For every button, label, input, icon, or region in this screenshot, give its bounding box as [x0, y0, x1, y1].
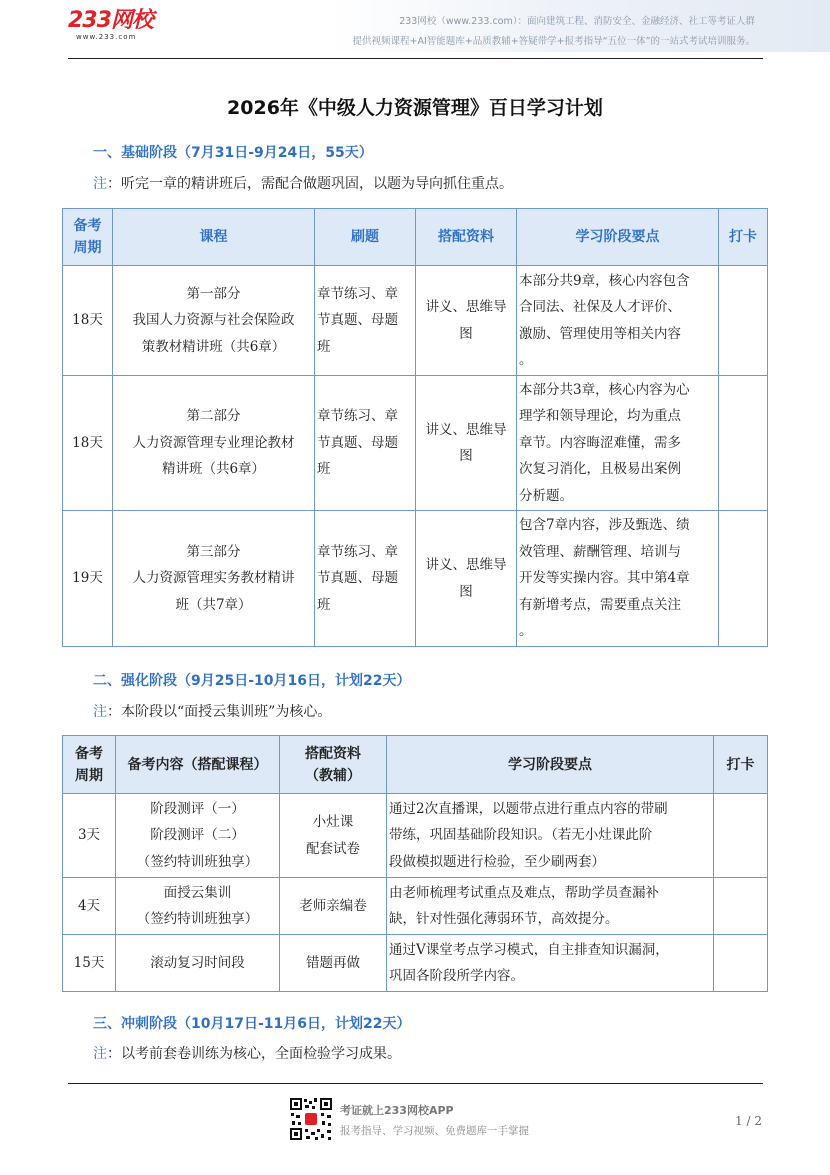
course-cell [113, 376, 315, 511]
col-header-text: 备考 周期 [73, 218, 102, 256]
cell-line: 错题再做 [306, 954, 360, 971]
cell-line: 阶段测评（一） [150, 800, 245, 817]
cell-line: 第二部分 [186, 408, 241, 425]
table-row [63, 266, 768, 376]
points-cell [387, 935, 714, 992]
cell-line: （签约特训班独享） [136, 853, 259, 870]
col-header-content: 备考内容（搭配课程） [116, 736, 280, 794]
cell-line: 我国人力资源与社会保险政 [132, 312, 295, 329]
materials-cell [280, 935, 387, 992]
cell-line: 人力资源管理实务教材精讲 [132, 570, 295, 587]
course-cell [113, 266, 315, 376]
logo-url: www.233.com [76, 33, 137, 41]
cell-line: 效管理、薪酬管理、培训与 [519, 543, 681, 560]
cell-line: 班 [317, 461, 331, 478]
table-row [63, 878, 768, 935]
cell-line: 分析题。 [519, 487, 573, 504]
note-text: ：听完一章的精讲班后，需配合做题巩固，以题为导向抓住重点。 [107, 176, 513, 192]
logo-text: 233网校 [68, 8, 153, 33]
table-row [63, 794, 768, 878]
materials-cell [416, 266, 517, 376]
checkin-cell[interactable] [719, 266, 768, 376]
intensive-stage-table [62, 735, 768, 992]
cell-line: 第一部分 [186, 285, 241, 302]
header-tagline [353, 12, 756, 52]
content-cell [116, 878, 280, 935]
checkin-cell[interactable] [719, 376, 768, 511]
col-header-text: 搭配资料 （教辅） [305, 745, 361, 784]
table-row [63, 376, 768, 511]
section-2-note [93, 701, 331, 721]
col-header-points: 学习阶段要点 [517, 209, 719, 266]
practice-cell [315, 511, 416, 647]
section-3-note [93, 1043, 401, 1063]
cell-line: 。 [519, 623, 533, 640]
section-3-heading: 三、冲刺阶段（10月17日-11月6日，计划22天） [93, 1016, 411, 1032]
col-header-course: 课程 [113, 209, 315, 266]
content-cell [116, 794, 280, 878]
cell-line: 本部分共9章，核心内容包含 [519, 272, 690, 289]
note-label: 注 [93, 176, 107, 192]
col-header-practice: 刷题 [315, 209, 416, 266]
col-header-materials [280, 736, 387, 794]
footer-divider [68, 1083, 763, 1084]
cell-line: 有新增考点，需要重点关注 [519, 596, 681, 613]
cell-line: 配套试卷 [306, 840, 360, 857]
cell-line: 合同法、社保及人才评价、 [519, 299, 681, 315]
note-label: 注 [93, 1046, 107, 1062]
cell-line: 讲义、思维导 [425, 299, 507, 315]
basic-stage-table [62, 208, 768, 647]
cell-line: 精讲班（共6章） [161, 461, 266, 478]
note-text: ：以考前套卷训练为核心，全面检验学习成果。 [107, 1046, 401, 1062]
cell-line: 面授云集训 [163, 884, 232, 901]
cell-line: 小灶课 [312, 814, 354, 830]
table-header-row [63, 736, 768, 794]
materials-cell [280, 794, 387, 878]
cell-line: 开发等实操内容。其中第4章 [519, 570, 690, 587]
materials-cell [280, 878, 387, 935]
cell-line: 章节。内容晦涩难懂，需多 [519, 434, 681, 451]
section-1-heading: 一、基础阶段（7月31日-9月24日，55天） [93, 145, 373, 161]
brand-logo [68, 9, 153, 41]
points-cell [387, 794, 714, 878]
cell-line: 节真题、母题 [317, 312, 398, 329]
checkin-cell[interactable] [714, 935, 768, 992]
cell-line: 策教材精讲班（共6章） [141, 338, 286, 355]
checkin-cell[interactable] [719, 511, 768, 647]
cell-line: 班 [317, 596, 331, 613]
footer-app-promo: 考证就上233网校APP [340, 1104, 454, 1117]
cell-line: （签约特训班独享） [136, 911, 259, 927]
period-cell: 15天 [63, 935, 116, 992]
table-row [63, 935, 768, 992]
cell-line: 图 [459, 325, 473, 342]
cell-line: 节真题、母题 [317, 570, 398, 587]
cell-line: 次复习消化，且极易出案例 [519, 461, 681, 478]
period-cell: 19天 [63, 511, 113, 647]
materials-cell [416, 511, 517, 647]
cell-line: 人力资源管理专业理论教材 [132, 434, 295, 451]
header-divider [68, 58, 763, 59]
section-2-heading: 二、强化阶段（9月25日-10月16日，计划22天） [93, 673, 411, 689]
cell-line: 滚动复习时间段 [150, 954, 245, 971]
cell-line: 老师亲编卷 [299, 897, 367, 914]
practice-cell [315, 266, 416, 376]
col-header-text: 备考 周期 [75, 745, 103, 784]
cell-line: 讲义、思维导 [425, 557, 507, 573]
col-header-checkin: 打卡 [719, 209, 768, 266]
col-header-period [63, 736, 116, 794]
page-header [0, 0, 830, 60]
period-cell: 3天 [63, 794, 116, 878]
table-row [63, 511, 768, 647]
cell-line: 带练，巩固基础阶段知识。（若无小灶课此阶 [389, 827, 653, 844]
cell-line: 阶段测评（二） [150, 827, 245, 844]
cell-line: 通过2次直播课，以题带点进行重点内容的带刷 [389, 800, 668, 817]
cell-line: 包含7章内容，涉及甄选、绩 [519, 517, 690, 534]
materials-cell [416, 376, 517, 511]
col-header-period [63, 209, 113, 266]
points-cell [517, 511, 719, 647]
header-line-1: 233网校（www.233.com）：面向建筑工程、消防安全、金融经济、社工等考证人群 [399, 16, 755, 27]
points-cell [387, 878, 714, 935]
practice-cell [315, 376, 416, 511]
document-title: 2026年《中级人力资源管理》百日学习计划 [227, 97, 603, 119]
col-header-checkin: 打卡 [714, 736, 768, 794]
cell-line: 本部分共3章，核心内容为心 [519, 381, 690, 398]
cell-line: 图 [459, 583, 473, 600]
section-1-note [93, 173, 513, 193]
qr-code-icon[interactable] [288, 1096, 334, 1142]
period-cell: 4天 [63, 878, 116, 935]
points-cell [517, 376, 719, 511]
cell-line: 图 [459, 448, 473, 464]
cell-line: 由老师梳理考试重点及难点，帮助学员查漏补 [389, 884, 659, 901]
page-number: 1 / 2 [735, 1114, 762, 1128]
cell-line: 节真题、母题 [317, 434, 398, 451]
note-text: ：本阶段以“面授云集训班”为核心。 [107, 704, 332, 720]
cell-line: 。 [519, 352, 533, 368]
cell-line: 段做模拟题进行检验，至少刷两套） [389, 853, 605, 870]
cell-line: 章节练习、章 [317, 408, 398, 425]
col-header-materials: 搭配资料 [416, 209, 517, 266]
footer-app-sub: 报考指导、学习视频、免费题库一手掌握 [340, 1125, 529, 1137]
note-label: 注 [93, 704, 107, 720]
period-cell: 18天 [63, 266, 113, 376]
cell-line: 通过V课堂考点学习模式，自主排查知识漏洞， [389, 941, 669, 958]
checkin-cell[interactable] [714, 878, 768, 935]
period-cell: 18天 [63, 376, 113, 511]
cell-line: 讲义、思维导 [425, 421, 507, 438]
cell-line: 理学和领导理论，均为重点 [519, 408, 681, 425]
points-cell [517, 266, 719, 376]
course-cell [113, 511, 315, 647]
checkin-cell[interactable] [714, 794, 768, 878]
cell-line: 激励、管理使用等相关内容 [519, 325, 681, 342]
cell-line: 缺，针对性强化薄弱环节，高效提分。 [389, 911, 619, 927]
cell-line: 班 [317, 338, 331, 355]
cell-line: 班（共7章） [175, 596, 252, 613]
header-line-2: 提供视频课程+AI智能题库+品质教辅+答疑带学+报考指导“五位一体”的一站式考试培训服务。 [352, 36, 755, 47]
col-header-points: 学习阶段要点 [387, 736, 714, 794]
cell-line: 第三部分 [186, 543, 241, 560]
cell-line: 章节练习、章 [317, 285, 398, 302]
cell-line: 章节练习、章 [317, 543, 398, 560]
cell-line: 巩固各阶段所学内容。 [389, 968, 524, 984]
table-header-row [63, 209, 768, 266]
content-cell [116, 935, 280, 992]
